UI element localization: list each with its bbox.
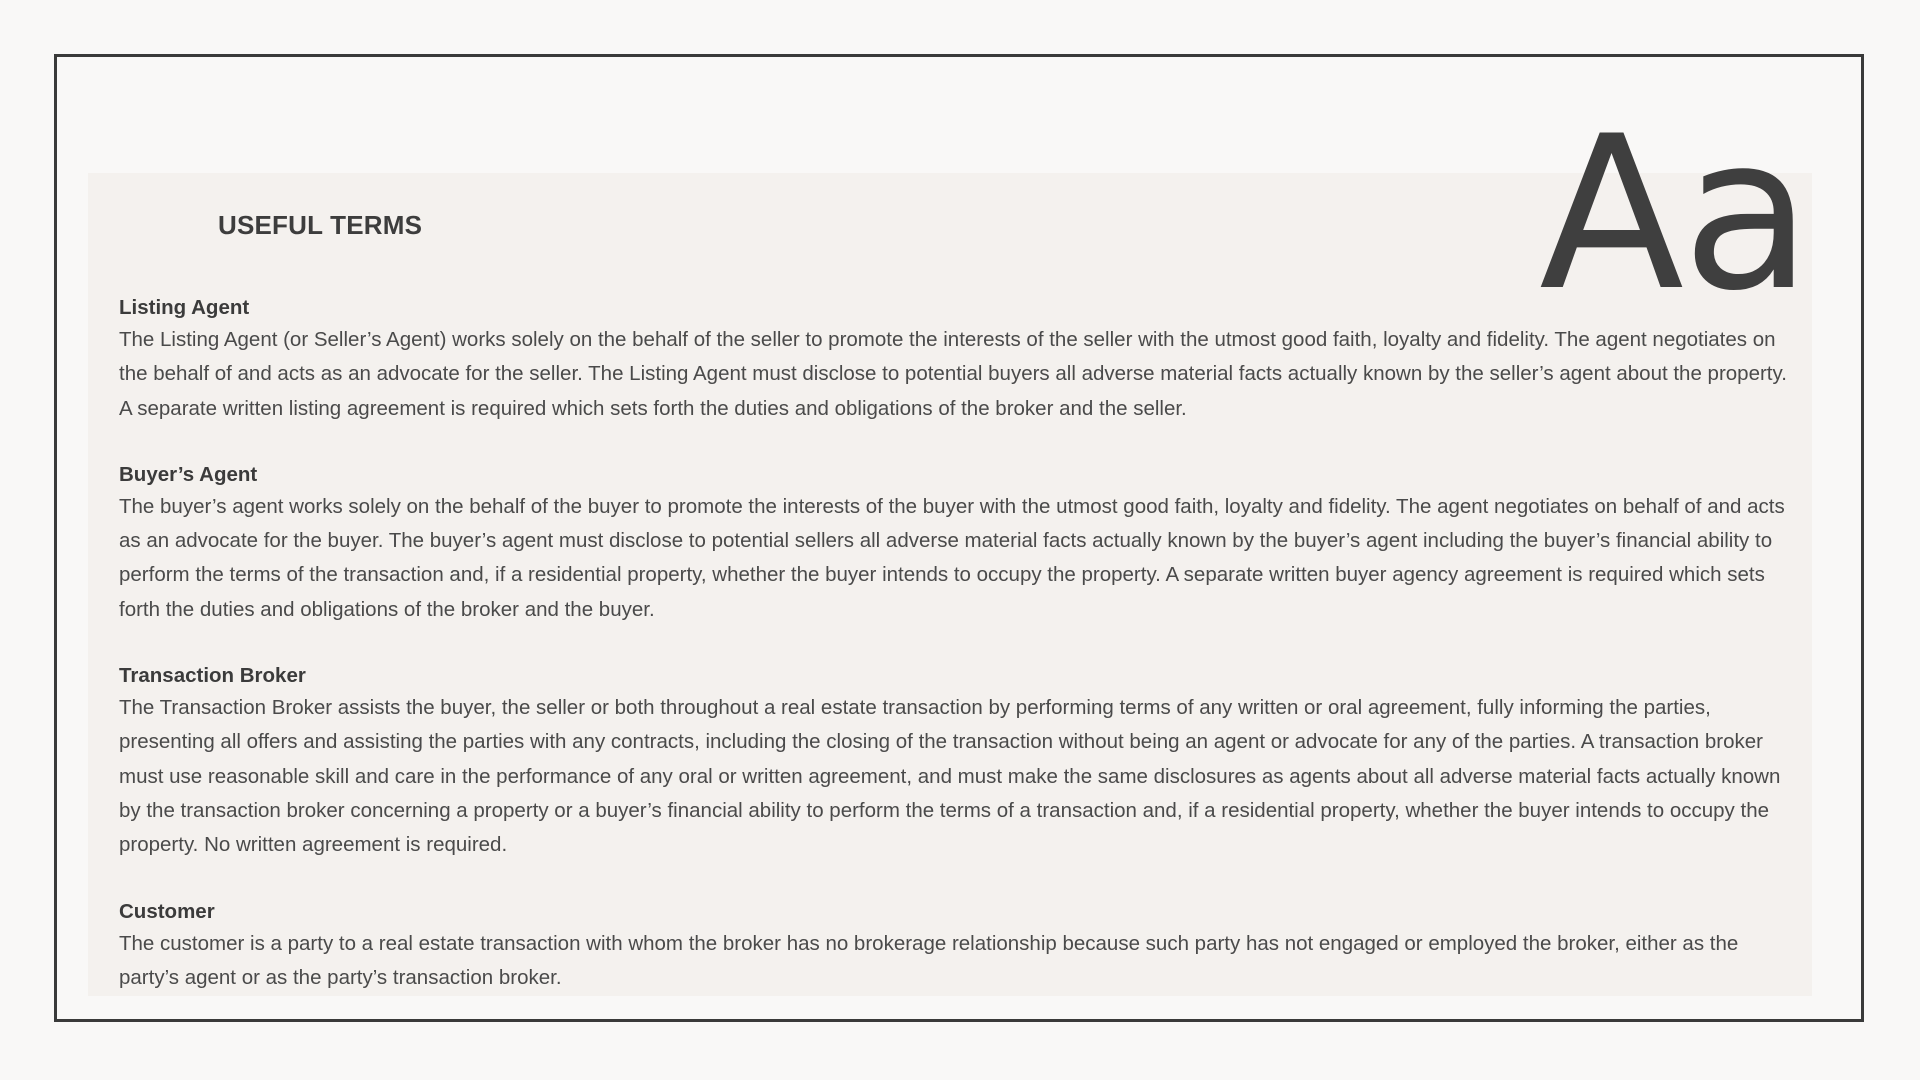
term-name: Transaction Broker xyxy=(119,664,306,688)
typography-glyph: Aa xyxy=(1539,90,1810,337)
term-name: Listing Agent xyxy=(119,296,250,319)
term-description: The Transaction Broker assists the buyer, the seller or both throughout a real estate transaction by performing terms of any written or oral agreement, fully informing the parties, presenting all offers and assisting the parties with any contracts, including the closing of the transaction without being an agent or advocate for any of the parties. A transaction broker must use reasonable skill and care in the performance of any oral or written agreement, and must make the same disclosures as agents about all adverse material facts actually known by the transaction broker concerning a property or a buyer’s financial ability to perform the terms of a transaction and, if a residential property, whether the buyer intends to occupy the property. No written agreement is required. xyxy=(119,696,1781,857)
term-description: The Listing Agent (or Seller’s Agent) works solely on the behalf of the seller to promote the interests of the seller with the utmost good faith, loyalty and fidelity. The agent negotiates on the behalf of and acts as an advocate for the seller. The Listing Agent must disclose to potential buyers all adverse material facts actually known by the seller’s agent about the property. A separate written listing agreement is required which sets forth the duties and obligations of the broker and the seller. xyxy=(119,328,1787,420)
term-description: The customer is a party to a real estate transaction with whom the broker has no brokerage relationship because such party has not engaged or employed the broker, either as the party’s agent or as the party’s transaction broker. xyxy=(119,931,1739,989)
term-listing-agent xyxy=(119,293,1787,426)
term-name: Customer xyxy=(119,899,215,923)
term-description: The buyer’s agent works solely on the behalf of the buyer to promote the interests of the buyer with the utmost good faith, loyalty and fidelity. The agent negotiates on behalf of and acts as an advocate for the buyer. The buyer’s agent must disclose to potential sellers all adverse material facts actually known by the buyer’s agent including the buyer’s financial ability to perform the terms of the transaction and, if a residential property, whether the buyer intends to occupy the property. A separate written buyer agency agreement is required which sets forth the duties and obligations of the broker and the buyer. xyxy=(119,494,1785,621)
term-name: Buyer’s Agent xyxy=(119,462,258,486)
terms-list xyxy=(119,293,1787,1029)
page-title: USEFUL TERMS xyxy=(218,210,423,240)
term-buyers-agent xyxy=(119,460,1787,627)
term-customer xyxy=(119,897,1787,996)
term-transaction-broker xyxy=(119,661,1787,862)
